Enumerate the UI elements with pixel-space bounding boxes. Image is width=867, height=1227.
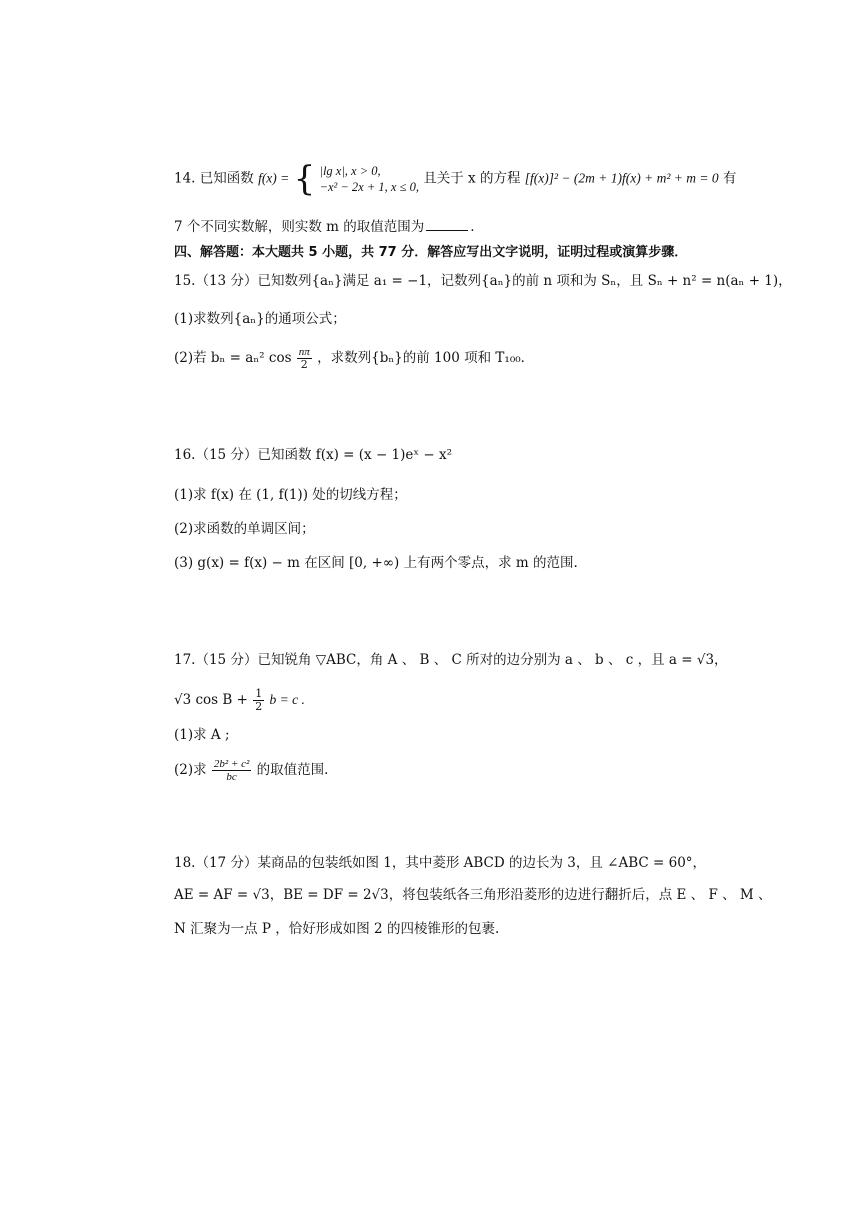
q14-prefix: 14. 已知函数 xyxy=(174,170,254,187)
q17-half-den: 2 xyxy=(255,700,263,713)
question-14-line-1 xyxy=(174,159,737,199)
q15-frac-den: 2 xyxy=(300,358,308,371)
q14-equation: [f(x)]² − (2m + 1)f(x) + m² + m = 0 xyxy=(524,170,719,186)
question-16-part-3: (3) g(x) = f(x) − m 在区间 [0, +∞) 上有两个零点，求 m 的范围. xyxy=(174,555,578,571)
q17-expr-num: 2b² + c² xyxy=(213,758,250,770)
left-brace-icon: { xyxy=(293,159,316,199)
q14-line-2: 7 个不同实数解，则实数 m 的取值范围为 xyxy=(174,219,425,235)
q15-frac-num: nπ xyxy=(298,346,310,358)
q14-func-lhs: f(x) = xyxy=(258,170,290,186)
q17-expr-den: bc xyxy=(226,771,237,783)
question-15-part-2 xyxy=(174,346,534,371)
question-17-line-1: 17.（15 分）已知锐角 ▽ABC，角 A 、 B 、 C 所对的边分别为 a 、 b 、 c ，且 a = √3， xyxy=(174,652,728,668)
q14-case-2: −x² − 2x + 1, x ≤ 0, xyxy=(319,180,419,194)
q14-case-1: |lg x|, x > 0, xyxy=(319,164,381,178)
question-16-part-2: (2)求函数的单调区间； xyxy=(174,521,315,537)
question-17-line-2 xyxy=(174,688,305,713)
question-17-part-1: (1)求 A ; xyxy=(174,727,230,743)
q14-suffix: 有 xyxy=(722,170,737,187)
q15-fraction xyxy=(297,346,312,371)
question-14-line-2 xyxy=(174,218,475,236)
answer-blank xyxy=(426,218,468,231)
question-18-line-1: 18.（17 分）某商品的包装纸如图 1，其中菱形 ABCD 的边长为 3，且 ∠ABC = 60°， xyxy=(174,855,707,871)
q14-mid: 且关于 x 的方程 xyxy=(423,170,521,187)
q17-fraction-expr xyxy=(212,758,251,783)
question-18-line-3: N 汇聚为一点 P ，恰好形成如图 2 的四棱锥形的包裹. xyxy=(174,921,500,937)
question-16-part-1: (1)求 f(x) 在 (1, f(1)) 处的切线方程； xyxy=(174,487,407,503)
q15-part2-b: ，求数列{bₙ}的前 100 项和 T₁₀₀． xyxy=(317,350,535,366)
question-18-line-2: AE = AF = √3，BE = DF = 2√3，将包装纸各三角形沿菱形的边进行翻折后，点 E 、 F 、 M 、 xyxy=(174,887,772,903)
q15-part2-a: (2)若 bₙ = aₙ² cos xyxy=(174,350,292,366)
q17-line2-a: √3 cos B + xyxy=(174,692,248,708)
q17-half-num: 1 xyxy=(255,687,263,700)
question-15-line-1: 15.（13 分）已知数列{aₙ}满足 a₁ = −1，记数列{aₙ}的前 n 项和为 Sₙ，且 Sₙ + n² = n(aₙ + 1)， xyxy=(174,273,792,289)
q17-part2-b: 的取值范围. xyxy=(256,762,329,778)
q14-line-2-end: . xyxy=(470,219,475,235)
q17-part2-a: (2)求 xyxy=(174,762,207,778)
question-15-part-1: (1)求数列{aₙ}的通项公式； xyxy=(174,311,346,327)
q17-fraction-half xyxy=(253,688,264,713)
q14-piecewise xyxy=(293,159,419,199)
question-16-line-1: 16.（15 分）已知函数 f(x) = (x − 1)eˣ − x² xyxy=(174,447,453,463)
section-4-heading: 四、解答题：本大题共 5 小题，共 77 分．解答应写出文字说明，证明过程或演算步骤． xyxy=(174,245,688,260)
question-17-part-2 xyxy=(174,758,328,783)
q17-line2-b: b = c . xyxy=(269,692,305,707)
